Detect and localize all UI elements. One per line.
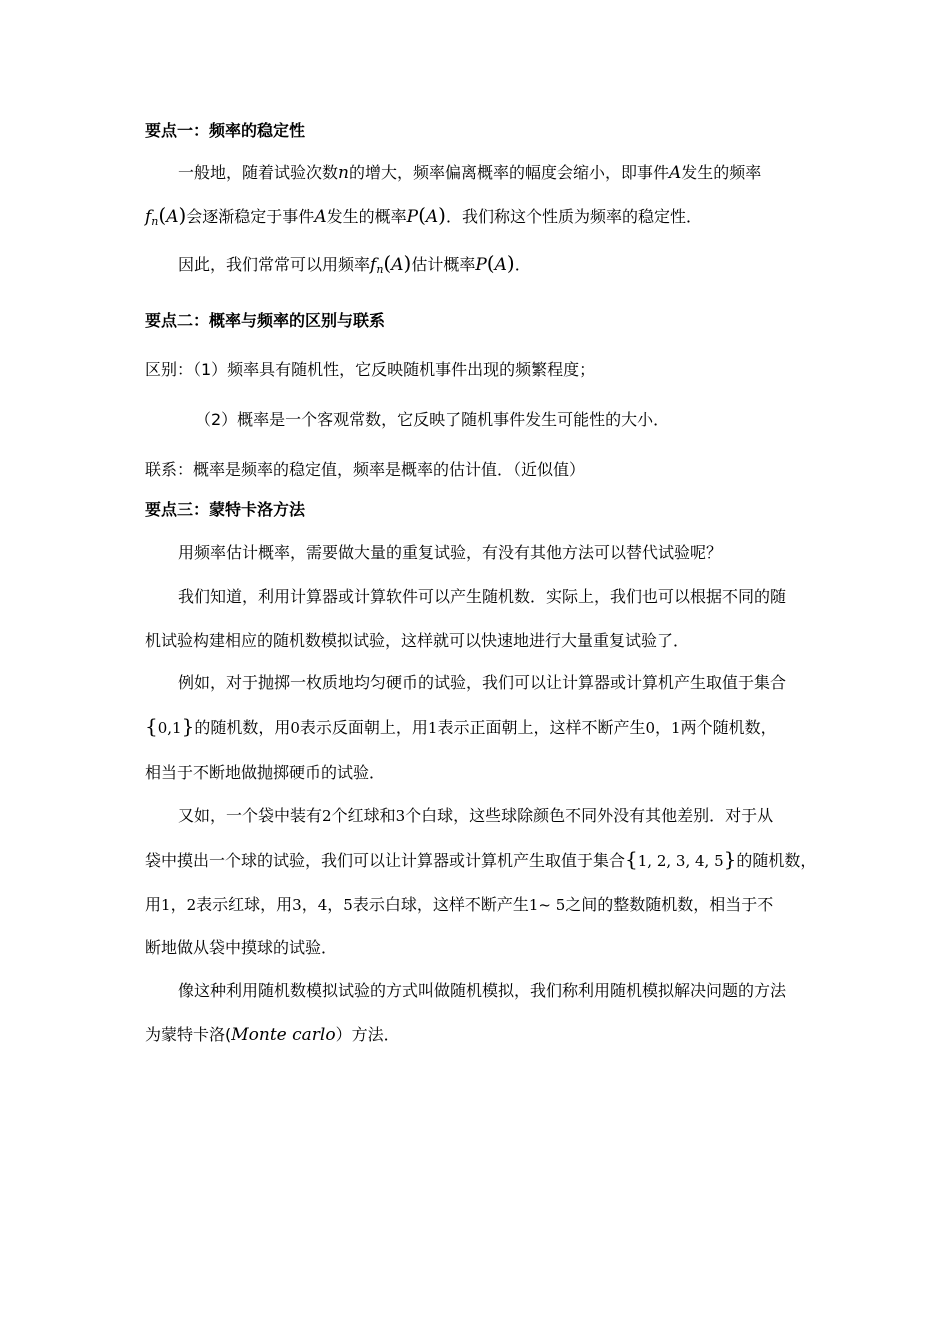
paragraph: 联系：概率是频率的稳定值，频率是概率的估计值．（近似值）: [145, 460, 586, 479]
section2-heading: 要点二：概率与频率的区别与联系: [145, 311, 386, 330]
paragraph: 像这种利用随机数模拟试验的方式叫做随机模拟，我们称利用随机模拟解决问题的方法: [178, 981, 787, 1000]
paragraph: 一般地，随着试验次数n的增大，频率偏离概率的幅度会缩小，即事件A发生的频率: [178, 163, 762, 183]
paragraph: 又如，一个袋中装有2个红球和3个白球，这些球除颜色不同外没有其他差别．对于从: [178, 806, 774, 825]
paragraph: {0,1}的随机数，用0表示反面朝上，用1表示正面朝上，这样不断产生0，1两个随机数，: [145, 714, 777, 738]
paragraph: 为蒙特卡洛(Monte carlo）方法．: [145, 1025, 400, 1045]
section1-heading: 要点一：频率的稳定性: [145, 121, 306, 140]
paragraph: 用频率估计概率，需要做大量的重复试验，有没有其他方法可以替代试验呢？: [178, 543, 723, 562]
paragraph: 袋中摸出一个球的试验，我们可以让计算器或计算机产生取值于集合{1, 2, 3, 4, 5}的随机数，: [145, 847, 817, 871]
paragraph: 我们知道，利用计算器或计算软件可以产生随机数．实际上，我们也可以根据不同的随: [178, 587, 787, 606]
paragraph: $f_n(A)$会逐渐稳定于事件A发生的概率P(A)．我们称这个性质为频率的稳定性．: [145, 203, 702, 228]
paragraph: 例如，对于抛掷一枚质地均匀硬币的试验，我们可以让计算器或计算机产生取值于集合: [178, 673, 787, 692]
paragraph: 相当于不断地做抛掷硬币的试验．: [145, 763, 386, 782]
paragraph: 用1，2表示红球，用3，4，5表示白球，这样不断产生1~ 5之间的整数随机数，相当于不: [145, 895, 774, 914]
paragraph: 机试验构建相应的随机数模拟试验，这样就可以快速地进行大量重复试验了．: [145, 631, 690, 650]
section3-heading: 要点三：蒙特卡洛方法: [145, 500, 306, 519]
paragraph: 因此，我们常常可以用频率$f_n(A)$估计概率P(A)．: [178, 251, 531, 276]
paragraph: （2）概率是一个客观常数，它反映了随机事件发生可能性的大小．: [195, 410, 670, 429]
paragraph: 断地做从袋中摸球的试验．: [145, 938, 338, 957]
paragraph: 区别：（1）频率具有随机性，它反映随机事件出现的频繁程度；: [145, 360, 596, 379]
